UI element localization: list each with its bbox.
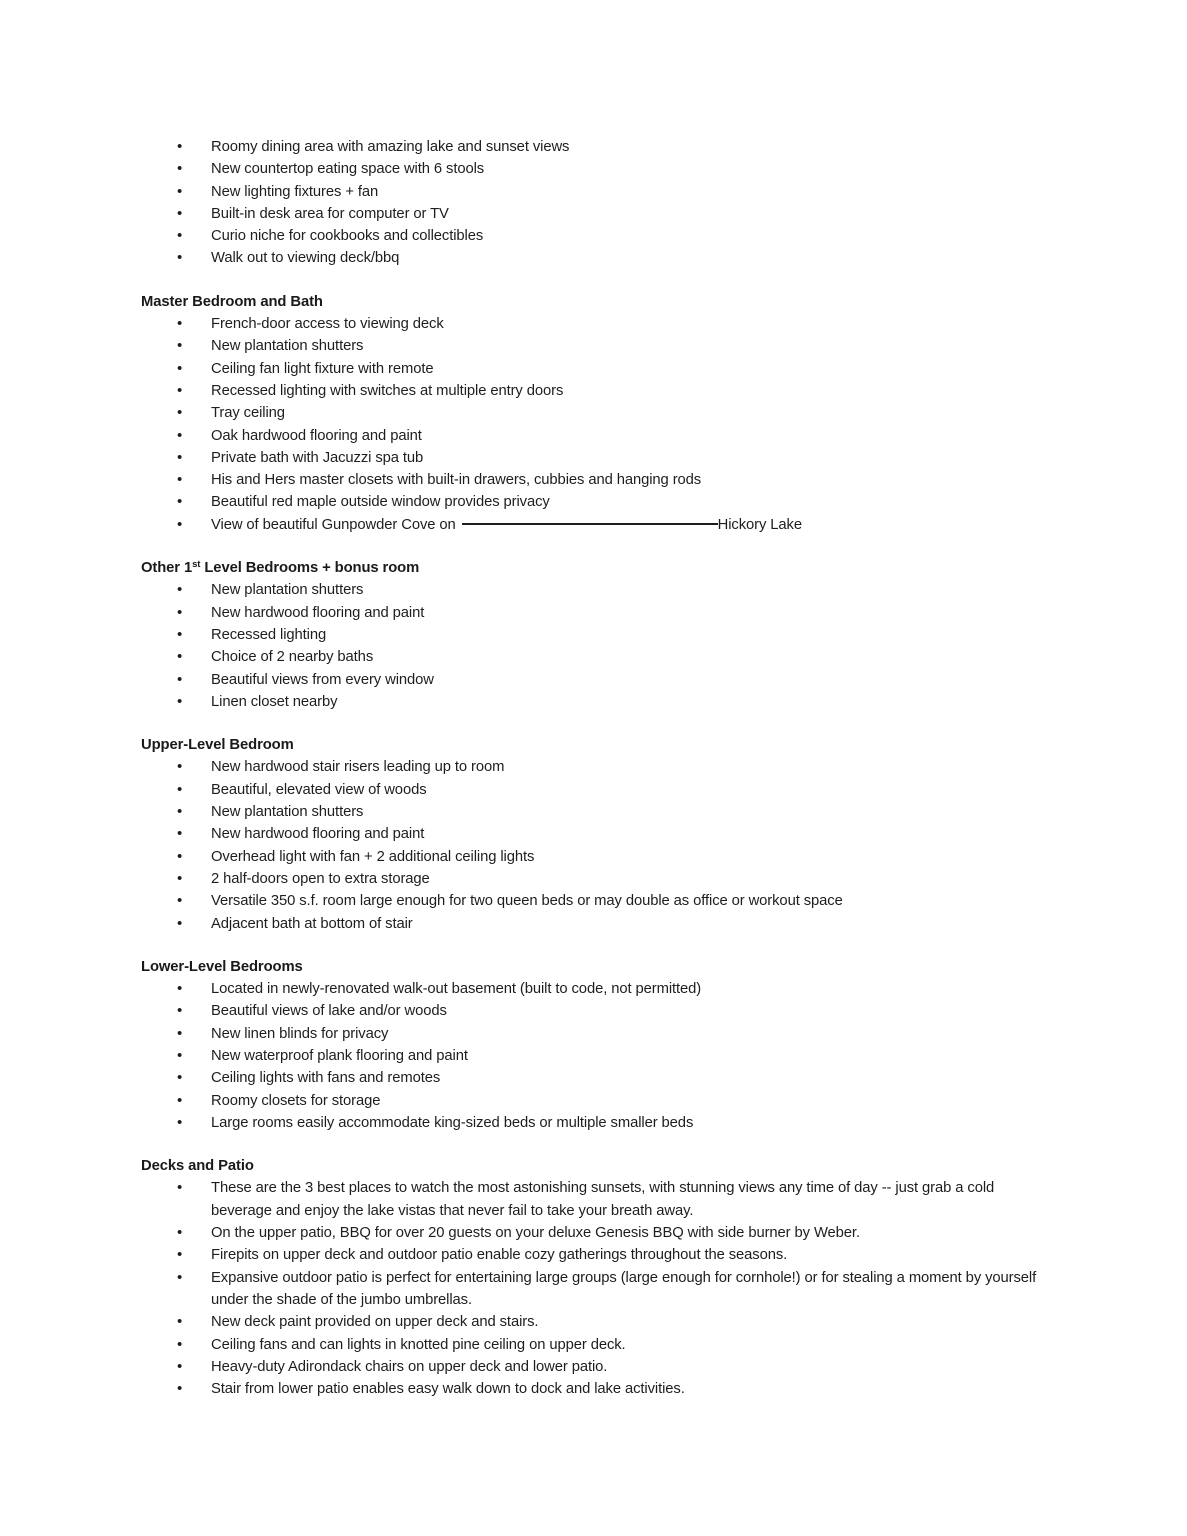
feature-list bbox=[141, 1177, 1042, 1400]
list-item: • New plantation shutters bbox=[141, 801, 1042, 823]
gunpowder-suffix: Hickory Lake bbox=[717, 516, 802, 533]
list-item: • Large rooms easily accommodate king-sized beds or multiple smaller beds bbox=[141, 1112, 1042, 1134]
list-item: • French-door access to viewing deck bbox=[141, 313, 1042, 335]
list-item: • On the upper patio, BBQ for over 20 guests on your deluxe Genesis BBQ with side burner by Weber. bbox=[141, 1222, 1042, 1244]
list-item: • New deck paint provided on upper deck and stairs. bbox=[141, 1311, 1042, 1333]
list-item: • 2 half-doors open to extra storage bbox=[141, 868, 1042, 890]
list-item: • Expansive outdoor patio is perfect for entertaining large groups (large enough for cornhole!) or for stealing a moment by yourself under the shade of the jumbo umbrellas. bbox=[141, 1267, 1042, 1312]
list-item: • New waterproof plank flooring and paint bbox=[141, 1045, 1042, 1067]
list-item: • Ceiling lights with fans and remotes bbox=[141, 1067, 1042, 1089]
list-item: • Roomy closets for storage bbox=[141, 1090, 1042, 1112]
list-item: • Adjacent bath at bottom of stair bbox=[141, 913, 1042, 935]
list-item: • Walk out to viewing deck/bbq bbox=[141, 247, 1042, 269]
list-item: • Beautiful red maple outside window provides privacy bbox=[141, 491, 1042, 513]
list-item: • Ceiling fan light fixture with remote bbox=[141, 358, 1042, 380]
list-item: • Oak hardwood flooring and paint bbox=[141, 425, 1042, 447]
section-heading: Lower-Level Bedrooms bbox=[141, 958, 303, 975]
list-item: • New plantation shutters bbox=[141, 579, 1042, 601]
list-item: • New plantation shutters bbox=[141, 335, 1042, 357]
list-item: • Beautiful views of lake and/or woods bbox=[141, 1000, 1042, 1022]
list-item: • Beautiful views from every window bbox=[141, 669, 1042, 691]
section-master-bedroom-and-bath bbox=[141, 291, 1042, 536]
section-heading bbox=[141, 557, 1042, 579]
gunpowder-prefix: View of beautiful Gunpowder Cove on bbox=[211, 516, 456, 533]
list-item: • Stair from lower patio enables easy walk down to dock and lake activities. bbox=[141, 1378, 1042, 1400]
list-item: • New linen blinds for privacy bbox=[141, 1023, 1042, 1045]
section-heading: Master Bedroom and Bath bbox=[141, 293, 323, 310]
list-item: • Curio niche for cookbooks and collectibles bbox=[141, 225, 1042, 247]
list-item: • New countertop eating space with 6 stools bbox=[141, 158, 1042, 180]
list-item: • New hardwood flooring and paint bbox=[141, 602, 1042, 624]
section-heading: Decks and Patio bbox=[141, 1158, 254, 1175]
list-item: • Ceiling fans and can lights in knotted pine ceiling on upper deck. bbox=[141, 1334, 1042, 1356]
list-item: • Versatile 350 s.f. room large enough for two queen beds or may double as office or workout space bbox=[141, 890, 1042, 912]
section-upper-level-bedroom bbox=[141, 734, 1042, 935]
horizontal-rule-line bbox=[462, 523, 718, 525]
section-other-first-level-bedrooms bbox=[141, 557, 1042, 713]
list-item-gunpowder-cove bbox=[141, 514, 1042, 536]
list-item: • New hardwood stair risers leading up to room bbox=[141, 756, 1042, 778]
feature-list bbox=[141, 978, 1042, 1134]
list-item: • Private bath with Jacuzzi spa tub bbox=[141, 447, 1042, 469]
list-item: • Firepits on upper deck and outdoor patio enable cozy gatherings throughout the seasons. bbox=[141, 1244, 1042, 1266]
list-item: • Located in newly-renovated walk-out basement (built to code, not permitted) bbox=[141, 978, 1042, 1000]
list-item: • His and Hers master closets with built-in drawers, cubbies and hanging rods bbox=[141, 469, 1042, 491]
list-item: • Built-in desk area for computer or TV bbox=[141, 203, 1042, 225]
section-decks-and-patio bbox=[141, 1155, 1042, 1400]
list-item: • Overhead light with fan + 2 additional ceiling lights bbox=[141, 846, 1042, 868]
list-item: • Linen closet nearby bbox=[141, 691, 1042, 713]
list-item: • Heavy-duty Adirondack chairs on upper deck and lower patio. bbox=[141, 1356, 1042, 1378]
section-lower-level-bedrooms bbox=[141, 956, 1042, 1134]
heading-text: Other 1 bbox=[141, 560, 193, 577]
list-item: • Recessed lighting bbox=[141, 624, 1042, 646]
feature-list bbox=[141, 579, 1042, 713]
list-item: • Tray ceiling bbox=[141, 402, 1042, 424]
list-item: • Recessed lighting with switches at multiple entry doors bbox=[141, 380, 1042, 402]
section-heading: Upper-Level Bedroom bbox=[141, 737, 294, 754]
heading-text: Level Bedrooms + bonus room bbox=[200, 560, 420, 577]
feature-list bbox=[141, 756, 1042, 934]
list-item: • Choice of 2 nearby baths bbox=[141, 646, 1042, 668]
list-item: • These are the 3 best places to watch the most astonishing sunsets, with stunning views any time of day -- just grab a cold beverage and enjoy the lake vistas that never fail to take your breath away. bbox=[141, 1177, 1042, 1222]
ordinal-superscript: st bbox=[192, 559, 201, 571]
feature-list bbox=[141, 313, 1042, 536]
intro-feature-list bbox=[141, 136, 1042, 270]
list-item: • Beautiful, elevated view of woods bbox=[141, 779, 1042, 801]
list-item: • New hardwood flooring and paint bbox=[141, 823, 1042, 845]
list-item: • New lighting fixtures + fan bbox=[141, 181, 1042, 203]
list-item: • Roomy dining area with amazing lake and sunset views bbox=[141, 136, 1042, 158]
